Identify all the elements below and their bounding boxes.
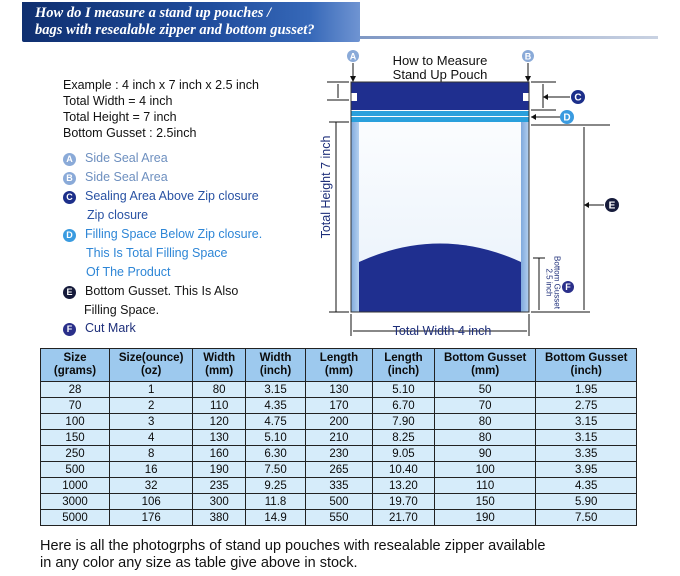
size-table — [40, 348, 637, 526]
table-cell: 28 — [41, 382, 110, 398]
table-cell: 7.50 — [536, 510, 637, 526]
table-header-cell: Width (mm) — [193, 349, 246, 382]
table-cell: 80 — [434, 414, 536, 430]
table-cell: 120 — [193, 414, 246, 430]
zipper-band — [351, 111, 529, 116]
table-cell: 160 — [193, 446, 246, 462]
table-cell: 14.9 — [246, 510, 306, 526]
tear-notch-right — [523, 93, 529, 101]
table-cell: 4.35 — [536, 478, 637, 494]
d-leader-head — [531, 114, 536, 120]
marker-b-icon: B — [63, 172, 76, 185]
table-cell: 265 — [305, 462, 372, 478]
header-title-line1: How do I measure a stand up pouches / — [35, 5, 272, 21]
table-cell: 100 — [434, 462, 536, 478]
marker-b-letter: B — [524, 51, 532, 62]
table-cell: 230 — [305, 446, 372, 462]
table-cell: 335 — [305, 478, 372, 494]
legend-c-label: Sealing Area Above Zip closure — [85, 189, 259, 203]
table-cell: 7.90 — [372, 414, 434, 430]
gusset-dim-label: Bottom Gusset — [552, 256, 562, 309]
table-cell: 3.15 — [536, 414, 637, 430]
marker-e-icon: E — [63, 286, 76, 299]
table-cell: 176 — [110, 510, 193, 526]
c-leader-head — [543, 94, 548, 100]
table-header-cell: Length (mm) — [305, 349, 372, 382]
top-seal-area — [351, 82, 529, 110]
table-cell: 380 — [193, 510, 246, 526]
header-title-line2: bags with resealable zipper and bottom gusset? — [35, 22, 315, 38]
table-row — [41, 446, 637, 462]
table-cell: 170 — [305, 398, 372, 414]
side-seal-right — [521, 122, 529, 312]
table-cell: 8 — [110, 446, 193, 462]
table-cell: 5000 — [41, 510, 110, 526]
table-cell: 150 — [41, 430, 110, 446]
table-cell: 5.10 — [372, 382, 434, 398]
arrow-a-head — [350, 76, 356, 82]
table-cell: 2 — [110, 398, 193, 414]
table-cell: 250 — [41, 446, 110, 462]
table-cell: 500 — [41, 462, 110, 478]
table-row — [41, 398, 637, 414]
table-header-row — [41, 349, 637, 382]
table-row — [41, 494, 637, 510]
table-cell: 7.50 — [246, 462, 306, 478]
table-cell: 6.70 — [372, 398, 434, 414]
diagram-title-line2: Stand Up Pouch — [392, 67, 488, 82]
table-cell: 3.95 — [536, 462, 637, 478]
table-cell: 90 — [434, 446, 536, 462]
table-cell: 4.75 — [246, 414, 306, 430]
table-row — [41, 462, 637, 478]
marker-a-letter: A — [349, 51, 357, 62]
table-cell: 4 — [110, 430, 193, 446]
table-cell: 80 — [193, 382, 246, 398]
table-cell: 70 — [41, 398, 110, 414]
table-cell: 210 — [305, 430, 372, 446]
legend-f-label: Cut Mark — [85, 321, 136, 335]
table-cell: 3.15 — [246, 382, 306, 398]
legend-d-label: Filling Space Below Zip closure. — [85, 227, 263, 241]
legend-b-label: Side Seal Area — [85, 170, 168, 184]
table-row — [41, 430, 637, 446]
tear-notch-left — [351, 93, 357, 101]
table-cell: 1.95 — [536, 382, 637, 398]
table-header-cell: Size (grams) — [41, 349, 110, 382]
table-cell: 21.70 — [372, 510, 434, 526]
table-cell: 50 — [434, 382, 536, 398]
table-cell: 200 — [305, 414, 372, 430]
table-cell: 5.90 — [536, 494, 637, 510]
marker-e-letter: E — [608, 200, 616, 212]
table-cell: 130 — [305, 382, 372, 398]
table-cell: 3.35 — [536, 446, 637, 462]
example-dimensions: Example : 4 inch x 7 inch x 2.5 inch — [63, 78, 259, 92]
table-cell: 70 — [434, 398, 536, 414]
table-row — [41, 510, 637, 526]
table-cell: 110 — [434, 478, 536, 494]
footer-line1: Here is all the photogrphs of stand up pouches with resealable zipper available — [40, 538, 546, 554]
marker-f-letter: F — [565, 282, 571, 292]
example-total-height: Total Height = 7 inch — [63, 110, 177, 124]
table-header-cell: Bottom Gusset (mm) — [434, 349, 536, 382]
table-cell: 4.35 — [246, 398, 306, 414]
height-dim-label: Total Height 7 inch — [319, 135, 333, 239]
table-header-cell: Width (inch) — [246, 349, 306, 382]
legend-c-continued: Zip closure — [87, 208, 149, 222]
table-cell: 8.25 — [372, 430, 434, 446]
table-cell: 500 — [305, 494, 372, 510]
marker-a-icon: A — [63, 153, 76, 166]
table-cell: 6.30 — [246, 446, 306, 462]
size-table-grid — [40, 348, 637, 526]
table-cell: 1000 — [41, 478, 110, 494]
table-row — [41, 478, 637, 494]
table-cell: 9.25 — [246, 478, 306, 494]
table-cell: 10.40 — [372, 462, 434, 478]
table-cell: 11.8 — [246, 494, 306, 510]
table-cell: 16 — [110, 462, 193, 478]
arrow-b-head — [525, 76, 531, 82]
example-bottom-gusset: Bottom Gusset : 2.5inch — [63, 126, 197, 140]
legend-e-label: Bottom Gusset. This Is Also — [85, 284, 239, 298]
table-cell: 1 — [110, 382, 193, 398]
table-cell: 3.15 — [536, 430, 637, 446]
table-cell: 3000 — [41, 494, 110, 510]
table-cell: 130 — [193, 430, 246, 446]
table-cell: 32 — [110, 478, 193, 494]
width-dim-label: Total Width 4 inch — [392, 324, 492, 338]
marker-d-icon: D — [63, 229, 76, 242]
table-row — [41, 414, 637, 430]
table-cell: 150 — [434, 494, 536, 510]
table-header-cell: Length (inch) — [372, 349, 434, 382]
table-body — [41, 382, 637, 526]
table-cell: 3 — [110, 414, 193, 430]
example-total-width: Total Width = 4 inch — [63, 94, 173, 108]
marker-f-icon: F — [63, 323, 76, 336]
bottom-gusset — [359, 244, 521, 313]
marker-c-icon: C — [63, 191, 76, 204]
table-header-cell: Bottom Gusset (inch) — [536, 349, 637, 382]
table-cell: 300 — [193, 494, 246, 510]
table-cell: 550 — [305, 510, 372, 526]
table-cell: 9.05 — [372, 446, 434, 462]
diagram-title-line1: How to Measure — [392, 53, 488, 68]
table-cell: 2.75 — [536, 398, 637, 414]
table-row — [41, 382, 637, 398]
table-cell: 110 — [193, 398, 246, 414]
table-cell: 19.70 — [372, 494, 434, 510]
legend-d-continued-1: This Is Total Filling Space — [86, 246, 228, 260]
legend-d-continued-2: Of The Product — [86, 265, 171, 279]
table-cell: 5.10 — [246, 430, 306, 446]
table-cell: 190 — [434, 510, 536, 526]
zipper-band-lower — [351, 117, 529, 122]
table-cell: 80 — [434, 430, 536, 446]
side-seal-left — [351, 122, 359, 312]
e-leader-head — [584, 202, 589, 208]
table-cell: 235 — [193, 478, 246, 494]
legend-e-continued: Filling Space. — [84, 303, 160, 317]
legend-a-label: Side Seal Area — [85, 151, 168, 165]
table-cell: 100 — [41, 414, 110, 430]
footer-line2: in any color any size as table give above in stock. — [40, 555, 358, 571]
marker-c-letter: C — [574, 92, 582, 104]
marker-d-letter: D — [563, 112, 571, 124]
gusset-dim-value: 2.5 inch — [544, 268, 554, 297]
table-cell: 13.20 — [372, 478, 434, 494]
table-cell: 106 — [110, 494, 193, 510]
table-header-cell: Size(ounce) (oz) — [110, 349, 193, 382]
table-cell: 190 — [193, 462, 246, 478]
